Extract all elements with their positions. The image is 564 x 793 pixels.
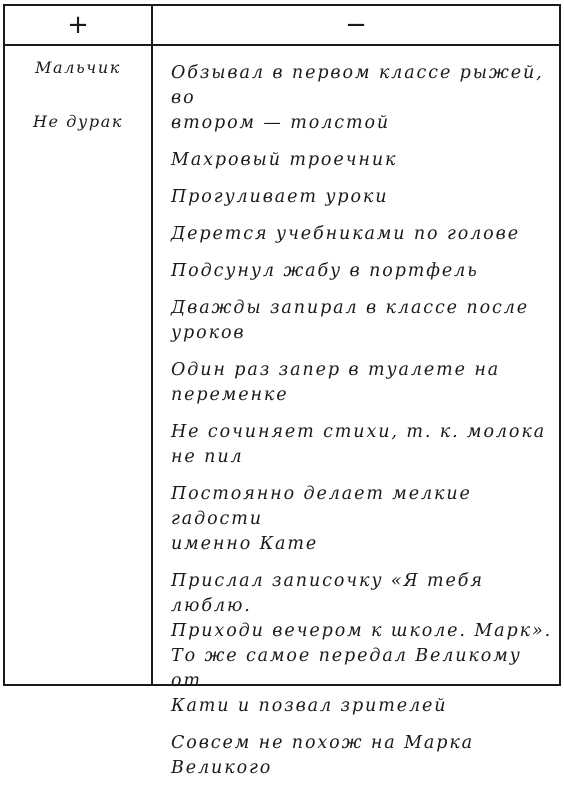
- minus-item: Совсем не похож на Марка Великого: [171, 733, 475, 778]
- minus-column: [171, 61, 556, 793]
- minus-item: Подсунул жабу в портфель: [171, 261, 479, 281]
- minus-item: Обзывал в первом классе рыжей, во втором — толстой: [171, 63, 544, 133]
- minus-item: Дважды запирал в классе после уроков: [171, 298, 530, 343]
- minus-item: Прогуливает уроки: [171, 187, 389, 207]
- minus-item: Прислал записочку «Я тебя люблю. Приходи вечером к школе. Марк». То же самое передал Великому от Кати и позвал зрителей: [171, 571, 553, 716]
- column-divider: [151, 6, 153, 684]
- minus-item: Один раз запер в туалете на переменке: [171, 360, 501, 405]
- minus-item: Не сочиняет стихи, т. к. молока не пил: [171, 422, 547, 467]
- minus-column-header: −: [345, 10, 367, 40]
- plus-item: Мальчик: [35, 58, 121, 77]
- plus-column-header: +: [67, 10, 89, 40]
- table-header-row: [5, 6, 559, 46]
- plus-column: [5, 58, 151, 166]
- minus-item: Махровый троечник: [171, 150, 398, 170]
- minus-item: Постоянно делает мелкие гадости именно Кате: [171, 484, 472, 554]
- pros-cons-table: [3, 4, 561, 778]
- plus-item: Не дурак: [32, 112, 124, 131]
- minus-item: Дерется учебниками по голове: [171, 224, 520, 244]
